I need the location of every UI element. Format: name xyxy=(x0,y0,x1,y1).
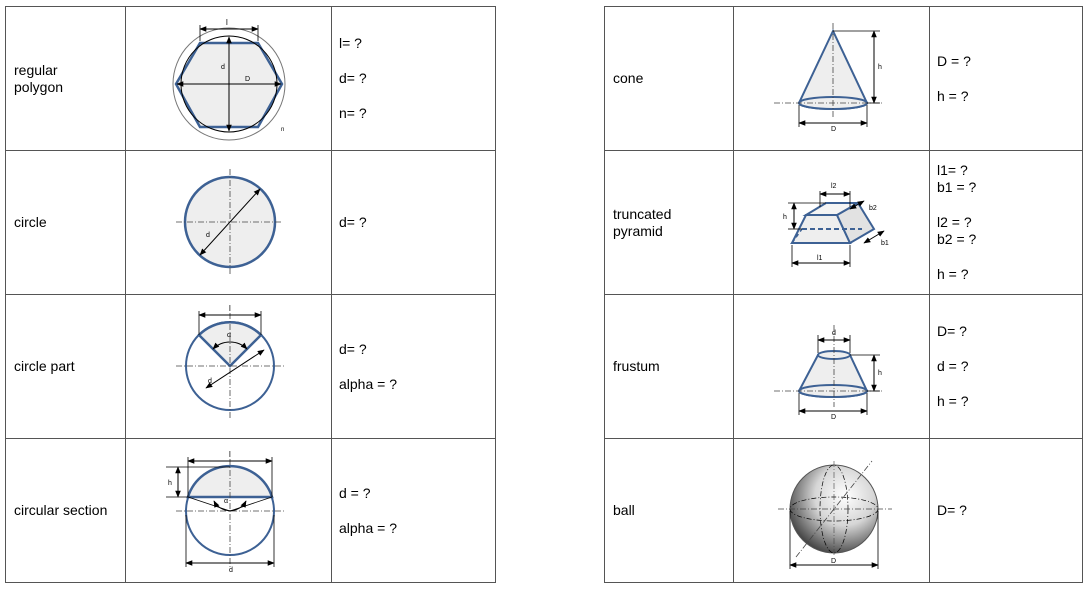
param-d: d = ? xyxy=(339,484,371,501)
label-l2: l2 xyxy=(831,183,837,190)
shape-name-circle xyxy=(6,151,126,295)
table-row-regular-polygon xyxy=(6,7,496,151)
param-l2: l2 = ? xyxy=(937,214,972,230)
label-D: D xyxy=(831,126,837,133)
figure-regular-polygon xyxy=(126,7,332,151)
param-h: h = ? xyxy=(937,87,969,104)
table-row-frustum xyxy=(605,295,1083,439)
shape-name-line: polygon xyxy=(14,78,64,95)
label-d: d xyxy=(832,330,836,337)
label-D: D xyxy=(245,76,251,83)
table-row-cone xyxy=(605,7,1083,151)
label-D: D xyxy=(831,558,837,565)
circle-part-diagram xyxy=(126,295,332,438)
shape-name-line: frustum xyxy=(613,358,660,374)
param-d: d= ? xyxy=(339,70,367,86)
truncated-pyramid-diagram xyxy=(734,151,930,294)
shape-name-truncated-pyramid xyxy=(605,151,734,295)
param-l1: l1= ? xyxy=(937,162,968,178)
figure-ball xyxy=(734,439,930,583)
param-D: D = ? xyxy=(937,52,971,69)
label-h: h xyxy=(783,214,787,221)
params-circle-part xyxy=(332,295,496,439)
table-row-circle-part xyxy=(6,295,496,439)
label-b1: b1 xyxy=(881,240,889,247)
params-circle xyxy=(332,151,496,295)
figure-circular-section xyxy=(126,439,332,583)
shape-name-frustum xyxy=(605,295,734,439)
shape-name-line: pyramid xyxy=(613,222,663,239)
label-l: l xyxy=(229,304,231,313)
shape-name-circle-part xyxy=(6,295,126,439)
param-D: D= ? xyxy=(937,323,967,339)
param-d: d = ? xyxy=(937,358,969,374)
shape-name-line: circular section xyxy=(14,502,108,518)
regular-polygon-diagram xyxy=(126,7,332,150)
label-D: D xyxy=(831,414,837,421)
table-row-circle xyxy=(6,151,496,295)
param-n: n= ? xyxy=(339,105,367,121)
ball-diagram xyxy=(734,439,930,582)
params-cone xyxy=(930,7,1083,151)
label-b2: b2 xyxy=(869,205,877,212)
param-b2: b2 = ? xyxy=(937,231,977,247)
circular-section-diagram xyxy=(126,439,332,582)
label-d: d xyxy=(208,378,212,385)
figure-frustum xyxy=(734,295,930,439)
right-shapes-table xyxy=(604,6,1083,583)
shape-name-line: regular xyxy=(14,61,58,78)
shape-name-circular-section xyxy=(6,439,126,583)
param-b1: b1 = ? xyxy=(937,179,977,195)
shape-name-ball xyxy=(605,439,734,583)
label-h: h xyxy=(878,370,882,377)
shape-name-line: cone xyxy=(613,70,644,86)
params-circular-section xyxy=(332,439,496,583)
label-alpha: α xyxy=(224,498,229,505)
figure-circle-part xyxy=(126,295,332,439)
param-d: d= ? xyxy=(339,340,367,357)
label-h: h xyxy=(878,64,882,71)
label-d: d xyxy=(229,567,233,574)
label-h: h xyxy=(168,480,172,487)
cone-diagram xyxy=(734,7,930,150)
frustum-diagram xyxy=(734,295,930,438)
param-l: l= ? xyxy=(339,35,362,51)
shape-name-line: truncated xyxy=(613,205,672,222)
figure-cone xyxy=(734,7,930,151)
shape-name-regular-polygon xyxy=(6,7,126,151)
label-l1: l1 xyxy=(817,255,823,262)
figure-truncated-pyramid xyxy=(734,151,930,295)
param-alpha: alpha = ? xyxy=(339,519,397,536)
left-shapes-table xyxy=(5,6,496,583)
param-h: h = ? xyxy=(937,266,969,282)
param-D: D= ? xyxy=(937,502,967,518)
params-frustum xyxy=(930,295,1083,439)
label-d: d xyxy=(206,232,210,239)
param-d: d= ? xyxy=(339,214,367,230)
params-ball xyxy=(930,439,1083,583)
param-h: h = ? xyxy=(937,393,969,409)
label-l: l xyxy=(229,450,231,459)
table-row-circular-section xyxy=(6,439,496,583)
params-truncated-pyramid xyxy=(930,151,1083,295)
shape-name-line: circle part xyxy=(14,358,75,374)
table-row-ball xyxy=(605,439,1083,583)
label-alpha: α xyxy=(227,332,232,339)
label-d: d xyxy=(221,64,225,71)
table-row-truncated-pyramid xyxy=(605,151,1083,295)
shape-name-line: circle xyxy=(14,214,47,230)
shape-name-cone xyxy=(605,7,734,151)
param-alpha: alpha = ? xyxy=(339,375,397,392)
label-l: l xyxy=(226,18,228,27)
label-n: n xyxy=(281,127,285,133)
params-regular-polygon xyxy=(332,7,496,151)
circle-diagram xyxy=(126,151,332,294)
shape-name-line: ball xyxy=(613,502,635,518)
figure-circle xyxy=(126,151,332,295)
